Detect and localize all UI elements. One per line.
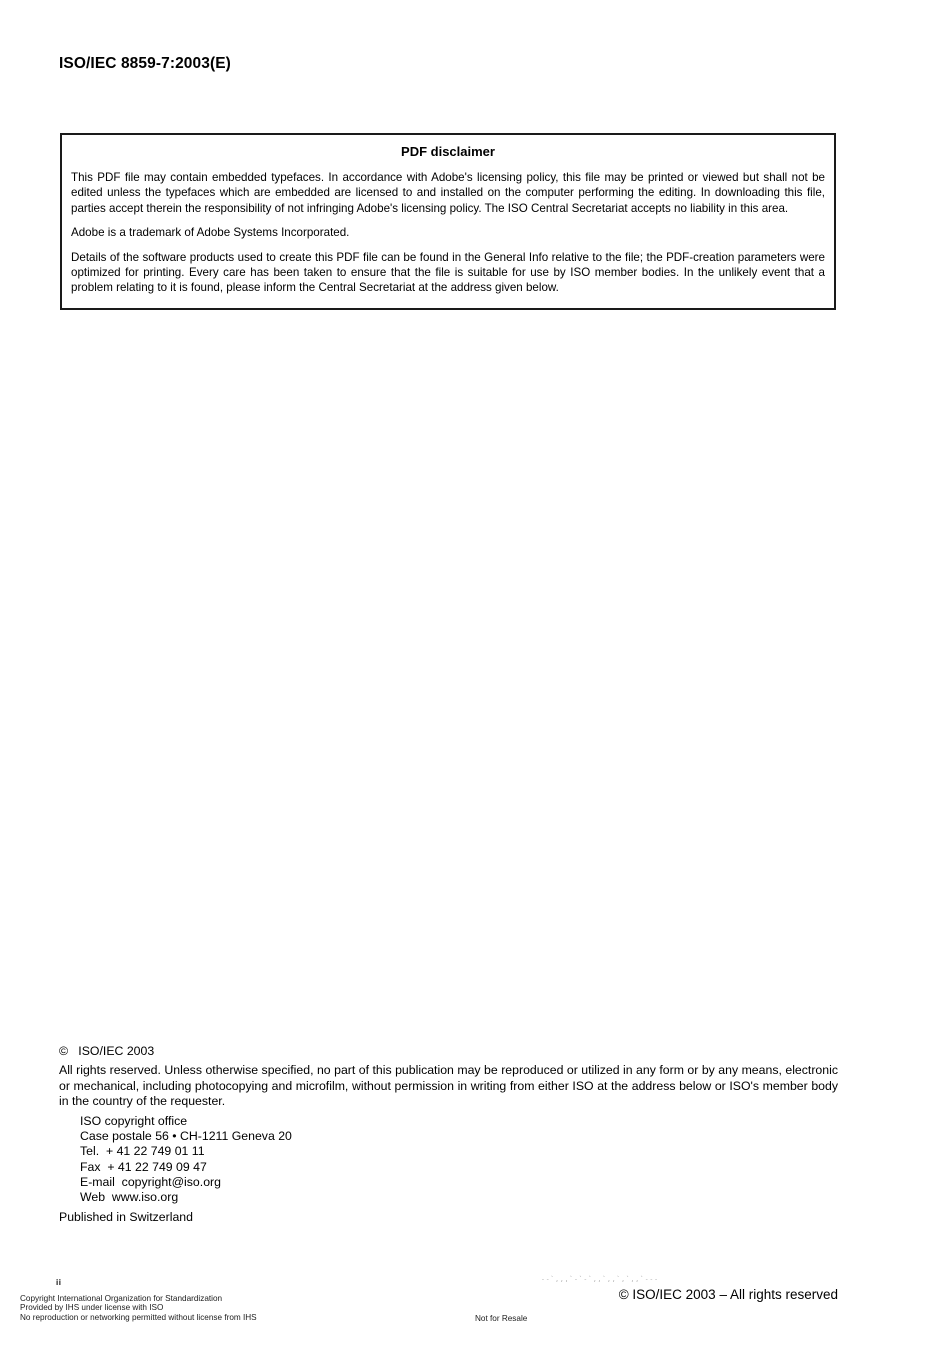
disclaimer-title: PDF disclaimer — [401, 144, 495, 159]
disclaimer-paragraph-1: This PDF file may contain embedded typefaces. In accordance with Adobe's licensing policy, this file may be printed or viewed but shall not be edited unless the typefaces which are embedded are licensed to and installed on the computer performing the editing. In downloading this file, parties accept therein the responsibility of not infringing Adobe's licensing policy. The ISO Central Secretariat accepts no liability in this area. — [71, 171, 825, 215]
address-line-fax: Fax + 41 22 749 09 47 — [80, 1159, 207, 1174]
footer-copyright-line: © ISO/IEC 2003 – All rights reserved — [618, 1287, 838, 1302]
address-line-tel: Tel. + 41 22 749 01 11 — [80, 1144, 205, 1159]
license-watermark: --`,,,`-`-`,,`,,`,`,,`--- — [541, 1275, 659, 1283]
disclaimer-paragraph-3: Details of the software products used to create this PDF file can be found in the General Info relative to the file; the PDF-creation parameters were optimized for printing. Every care has been taken to ensure that the file is suitable for use by ISO member bodies. In the unlikely event that a problem relating to it is found, please inform the Central Secretariat at the address given below. — [71, 250, 825, 295]
document-header-title: ISO/IEC 8859-7:2003(E) — [59, 55, 231, 72]
footer-license-line-3: No reproduction or networking permitted without license from IHS — [20, 1312, 257, 1322]
iso-address-block — [80, 1114, 292, 1205]
footer-license-line-2: Provided by IHS under license with ISO — [20, 1303, 164, 1313]
address-line-web: Web www.iso.org — [80, 1190, 179, 1205]
page-number: ii — [56, 1278, 62, 1287]
address-line-postal: Case postale 56 • CH-1211 Geneva 20 — [80, 1129, 292, 1144]
copyright-notice: © ISO/IEC 2003 — [59, 1044, 155, 1058]
address-line-email: E-mail copyright@iso.org — [80, 1174, 221, 1189]
footer-license-block — [20, 1294, 257, 1322]
published-in-switzerland: Published in Switzerland — [59, 1210, 193, 1224]
footer-license-line-1: Copyright International Organization for Standardization — [20, 1294, 223, 1303]
disclaimer-paragraph-2: Adobe is a trademark of Adobe Systems Incorporated. — [71, 226, 350, 240]
not-for-resale-label: Not for Resale — [475, 1314, 528, 1323]
rights-reserved-text: All rights reserved. Unless otherwise specified, no part of this publication may be reproduced or utilized in any form or by any means, electronic or mechanical, including photocopying and microfilm, without permission in writing from either ISO at the address below or ISO's member body in the country of the requester. — [59, 1063, 838, 1109]
pdf-disclaimer-box — [60, 133, 836, 310]
address-line-office: ISO copyright office — [80, 1114, 188, 1128]
